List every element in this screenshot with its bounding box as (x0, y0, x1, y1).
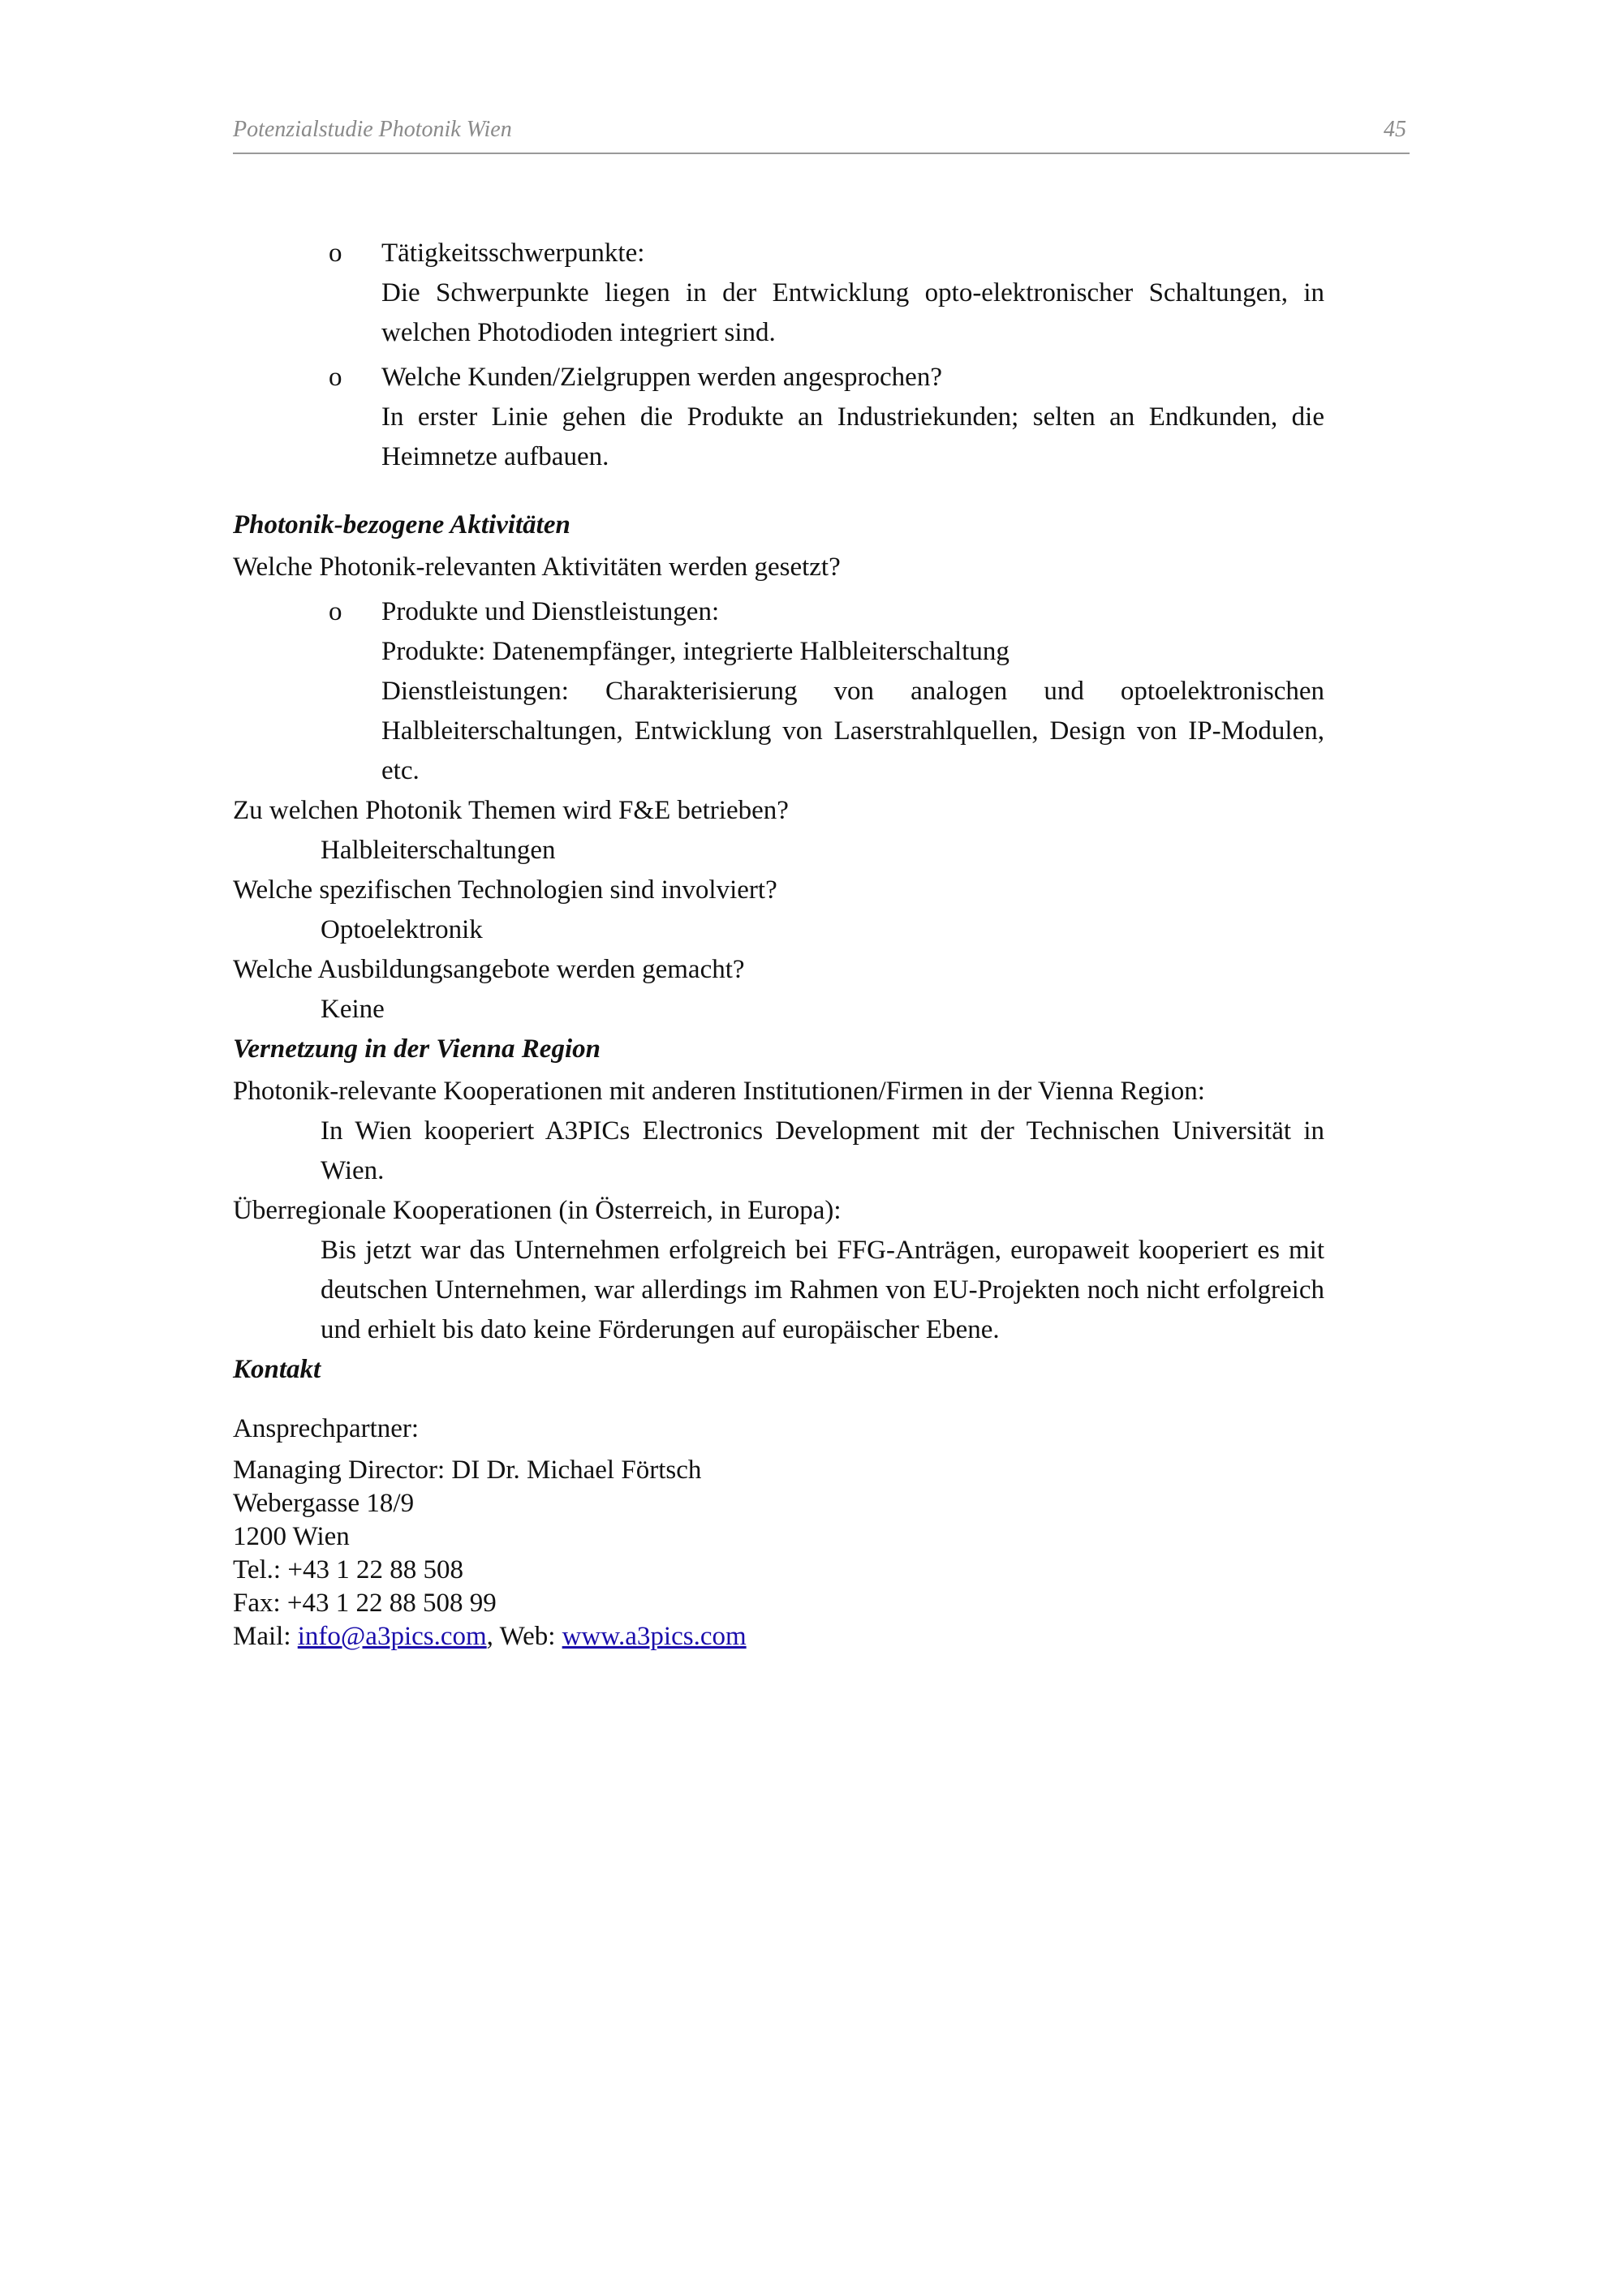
header-title: Potenzialstudie Photonik Wien (233, 117, 512, 142)
list-item-label: Tätigkeitsschwerpunkte: (381, 239, 645, 268)
paragraph: Dienstleistungen: Charakterisierung von analogen und optoelektronischen Halbleiterschaltungen, Entwicklung von Laserstrahlquellen, Design von IP-Modulen, etc. (381, 677, 1324, 785)
page-number: 45 (1384, 117, 1406, 142)
answer: Bis jetzt war das Unternehmen erfolgreich bei FFG-Anträgen, europaweit kooperiert es mit deutschen Unternehmen, war allerdings im Rahmen von EU-Projekten noch nicht erfolgreich und erhielt bis dato keine Förderungen auf europäischer Ebene. (321, 1236, 1324, 1344)
contact-fax: Fax: +43 1 22 88 508 99 (233, 1589, 497, 1618)
bullet-icon: o (329, 597, 342, 626)
contact-mail-web (233, 1620, 1324, 1653)
bullet-icon: o (329, 363, 342, 392)
website-link[interactable]: www.a3pics.com (562, 1622, 747, 1651)
answer: In Wien kooperiert A3PICs Electronics Development mit der Technischen Universität in Wien. (321, 1116, 1324, 1185)
question: Welche Ausbildungsangebote werden gemacht? (233, 955, 745, 984)
question: Photonik-relevante Kooperationen mit anderen Institutionen/Firmen in der Vienna Region: (233, 1077, 1205, 1106)
contact-street: Webergasse 18/9 (233, 1489, 415, 1518)
contact-city: 1200 Wien (233, 1522, 350, 1551)
question: Welche spezifischen Technologien sind involviert? (233, 875, 777, 905)
contact-person: Managing Director: DI Dr. Michael Förtsch (233, 1455, 702, 1485)
section-heading-photonik: Photonik-bezogene Aktivitäten (233, 510, 570, 540)
answer: Keine (321, 995, 385, 1024)
contact-tel: Tel.: +43 1 22 88 508 (233, 1555, 463, 1584)
question: Zu welchen Photonik Themen wird F&E betrieben? (233, 796, 789, 825)
contact-block (233, 1412, 1324, 1653)
section-heading-vernetzung: Vernetzung in der Vienna Region (233, 1034, 601, 1064)
bullet-icon: o (329, 239, 342, 268)
paragraph: Produkte: Datenempfänger, integrierte Halbleiterschaltung (381, 637, 1010, 666)
paragraph: Die Schwerpunkte liegen in der Entwicklung opto-elektronischer Schaltungen, in welchen Photodioden integriert sind. (381, 278, 1324, 347)
separator: , (486, 1622, 493, 1651)
question: Welche Photonik-relevanten Aktivitäten werden gesetzt? (233, 553, 841, 582)
page-body (233, 234, 1324, 1653)
section-heading-kontakt: Kontakt (233, 1355, 321, 1384)
answer: Optoelektronik (321, 915, 483, 944)
mail-label: Mail: (233, 1622, 291, 1651)
answer: Halbleiterschaltungen (321, 836, 556, 865)
page-header (233, 114, 1410, 154)
list-item-taetigkeit (233, 234, 1324, 273)
question: Überregionale Kooperationen (in Österreich, in Europa): (233, 1196, 842, 1225)
email-link[interactable]: info@a3pics.com (297, 1622, 487, 1651)
list-item-produkte (233, 592, 1324, 632)
list-item-label: Welche Kunden/Zielgruppen werden angesprochen? (381, 363, 942, 392)
web-label: Web: (499, 1622, 556, 1651)
list-item-kunden (233, 358, 1324, 398)
list-item-label: Produkte und Dienstleistungen: (381, 597, 720, 626)
contact-label: Ansprechpartner: (233, 1414, 420, 1443)
paragraph: In erster Linie gehen die Produkte an Industriekunden; selten an Endkunden, die Heimnetze aufbauen. (381, 402, 1324, 471)
